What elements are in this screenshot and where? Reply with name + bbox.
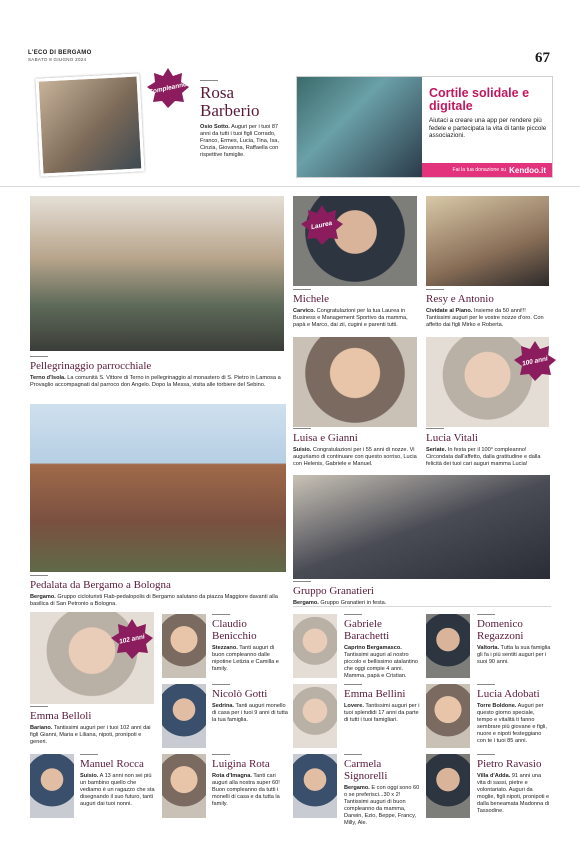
donation-ad[interactable] <box>296 76 553 178</box>
divider <box>344 754 362 755</box>
granatieri-title: Gruppo Granatieri <box>293 585 374 597</box>
lucia-text: Seriate. In festa per il 100° compleanno! Circondata dall'affetto, dalla gratitudine e dalla felicità dei tuoi cari auguri mamma Lucia! <box>426 447 541 467</box>
emma-bellini-block <box>344 684 420 724</box>
divider <box>426 289 444 290</box>
resy-title: Resy e Antonio <box>426 293 494 305</box>
claudio-block <box>212 614 288 673</box>
claudio-title: Claudio Benicchio <box>212 618 257 642</box>
luigina-block <box>212 754 288 808</box>
masthead-date: SABATO 8 GIUGNO 2024 <box>28 57 87 62</box>
luisa-title: Luisa e Gianni <box>293 432 358 444</box>
michele-block <box>293 289 419 329</box>
emma-belloli-block <box>30 706 155 746</box>
laurea-badge: Laurea <box>300 203 344 247</box>
rosa-text: Osio Sotto. Auguri per i tuoi 87 anni da tutti i tuoi figli Corrado, Franco, Ermes, Lucia, Tina, Isa, Cinzia, Giovanna, Raffaella con rispettive famiglie. <box>200 124 279 158</box>
pedalata-photo <box>30 404 286 572</box>
claudio-text: Stezzano. Tanti auguri di buon compleanno dalle nipotine Letizia e Camilla e family. <box>212 645 279 672</box>
divider <box>30 356 48 357</box>
emma-belloli-text: Bariano. Tantissimi auguri per i tuoi 102 anni dai figli Gianni, Maria e Liliana, nipoti, pronipoti e generi. <box>30 725 151 745</box>
rosa-title: Rosa Barberio <box>200 83 260 120</box>
divider <box>426 428 444 429</box>
carmela-photo <box>293 754 337 818</box>
michele-text: Carvico. Congratulazioni per la tua Laurea in Business e Management Sportivo da mamma, papà e Marco, dai zii, cugini e parenti tutti. <box>293 308 408 328</box>
100-anni-badge: 100 anni <box>513 339 557 383</box>
ad-photo <box>297 77 422 177</box>
masthead <box>28 50 92 62</box>
pellegrinaggio-text: Terno d'Isola. La comunità S. Vittore di Terno in pellegrinaggio al monastero di S. Pietro in Lamosa a Provaglio accompagnati dal parroco don Angelo. Dopo la Messa, visita alle torbiere del Sebino. <box>30 375 281 388</box>
luisa-block <box>293 428 419 468</box>
section-divider <box>293 606 551 607</box>
ad-brand: Kendoo.it <box>509 165 546 175</box>
granatieri-text: Bergamo. Gruppo Granatieri in festa. <box>293 600 387 606</box>
divider <box>80 754 98 755</box>
manuel-text: Suisio. A 13 anni non sei più un bambino quello che vediamo è un ragazzo che sta disegnando il suo futuro, tanti auguri dai tuoi nonni. <box>80 773 155 807</box>
emma-bellini-photo <box>293 684 337 748</box>
compleanno-badge: Compleanno <box>146 66 190 110</box>
luigina-title: Luigina Rota <box>212 758 270 770</box>
manuel-title: Manuel Rocca <box>80 758 144 770</box>
manuel-photo <box>30 754 74 818</box>
emma-bellini-title: Emma Bellini <box>344 688 406 700</box>
divider <box>30 575 48 576</box>
pietro-title: Pietro Ravasio <box>477 758 542 770</box>
section-divider <box>0 186 580 187</box>
carmela-text: Bergamo. E con oggi sono 60 o se preferisci...30 x 2! Tantissimi auguri di buon compleanno da mamma, Darwin, Ezio, Beppe, Francy, Milly, Ale. <box>344 785 420 826</box>
pedalata-text: Bergamo. Gruppo cicloturisti Flab-pedalopolis di Bergamo salutano da piazza Maggiore davanti alla basilica di San Petronio a Bologna. <box>30 594 278 607</box>
divider <box>212 614 230 615</box>
pellegrinaggio-block <box>30 356 288 389</box>
granatieri-block <box>293 581 550 607</box>
domenico-text: Valtorta. Tutta la sua famiglia gli fa i più sentiti auguri per i suoi 90 anni. <box>477 645 551 665</box>
resy-block <box>426 289 550 329</box>
nicolo-photo <box>162 684 206 748</box>
resy-photo <box>426 196 549 286</box>
nicolo-block <box>212 684 288 724</box>
pellegrinaggio-title: Pellegrinaggio parrocchiale <box>30 360 152 372</box>
pedalata-title: Pedalata da Bergamo a Bologna <box>30 579 171 591</box>
divider <box>212 684 230 685</box>
carmela-title: Carmela Signorelli <box>344 758 388 782</box>
ad-body: Aiutaci a creare una app per rendere più fedele e partecipata la vita di tante piccole associazioni. <box>429 117 547 139</box>
gabriele-photo <box>293 614 337 678</box>
luigina-text: Rota d'Imagna. Tanti cari auguri alla nostra super 60! Buon compleanno da tutti i monelli di casa e da tutta la family. <box>212 773 280 807</box>
pellegrinaggio-photo <box>30 196 284 351</box>
divider <box>293 581 311 582</box>
gabriele-title: Gabriele Barachetti <box>344 618 390 642</box>
lucia-block <box>426 428 550 468</box>
emma-belloli-title: Emma Belloli <box>30 710 92 722</box>
divider <box>293 428 311 429</box>
resy-text: Cividate al Piano. Insieme da 50 anni!!! Tantissimi auguri per le vostre nozze d'oro. Con affetto dai figli Mirko e Roberta. <box>426 308 544 328</box>
gabriele-text: Caprino Bergamasco. Tantissimi auguri al nostro piccolo e bellissimo atalantino che oggi compie 4 anni. Mamma, papà e Cristian. <box>344 645 419 679</box>
domenico-photo <box>426 614 470 678</box>
luisa-photo <box>293 337 417 427</box>
rosa-photo <box>36 73 145 176</box>
pietro-text: Villa d'Adda. 91 anni una vita di sassi, pietre e volontariato. Auguri da moglie, figli nipoti, pronipoti e dalla beneamata Madonna di Tassodine. <box>477 773 550 814</box>
lucia-adobati-title: Lucia Adobati <box>477 688 540 700</box>
divider <box>200 80 218 81</box>
lucia-adobati-block <box>477 684 551 745</box>
luigina-photo <box>162 754 206 818</box>
nicolo-title: Nicolò Gotti <box>212 688 268 700</box>
lucia-adobati-text: Torre Boldone. Auguri per questo giorno speciale, tempo e vitalità ti fanno sembrare più giovane e figli, nuore e nipoti festeggiano con te i tuoi 85 anni. <box>477 703 547 744</box>
page-number: 67 <box>535 50 550 66</box>
pietro-photo <box>426 754 470 818</box>
divider <box>477 614 495 615</box>
divider <box>344 614 362 615</box>
divider <box>344 684 362 685</box>
divider <box>477 684 495 685</box>
ad-title: Cortile solidale e digitale <box>429 86 530 113</box>
carmela-block <box>344 754 420 827</box>
102-anni-badge: 102 anni <box>110 617 154 661</box>
ad-cta-bar[interactable] <box>422 163 552 177</box>
emma-bellini-text: Lovere. Tantissimi auguri per i tuoi splendidi 17 anni da parte di tutti i tuoi famigliari. <box>344 703 420 723</box>
michele-title: Michele <box>293 293 330 305</box>
granatieri-photo <box>293 475 550 579</box>
luisa-text: Suisio. Congratulazioni per i 55 anni di nozze. Vi auguriamo di continuare con questo sorriso, Lucia con Helenis, Gabriele e Manuel. <box>293 447 417 467</box>
lucia-title: Lucia Vitali <box>426 432 478 444</box>
claudio-photo <box>162 614 206 678</box>
domenico-title: Domenico Regazzoni <box>477 618 524 642</box>
divider <box>30 706 48 707</box>
pedalata-block <box>30 575 288 608</box>
nicolo-text: Sedrina. Tanti auguri monello di casa per i tuoi 9 anni di tutta la tua famiglia. <box>212 703 288 723</box>
divider <box>212 754 230 755</box>
domenico-block <box>477 614 551 666</box>
lucia-adobati-photo <box>426 684 470 748</box>
rosa-block <box>200 80 290 159</box>
divider <box>477 754 495 755</box>
manuel-block <box>80 754 156 808</box>
masthead-title: L'ECO DI BERGAMO <box>28 50 92 56</box>
pietro-block <box>477 754 551 815</box>
divider <box>293 289 311 290</box>
gabriele-block <box>344 614 420 680</box>
ad-cta: Fai la tua donazione su <box>452 167 507 173</box>
